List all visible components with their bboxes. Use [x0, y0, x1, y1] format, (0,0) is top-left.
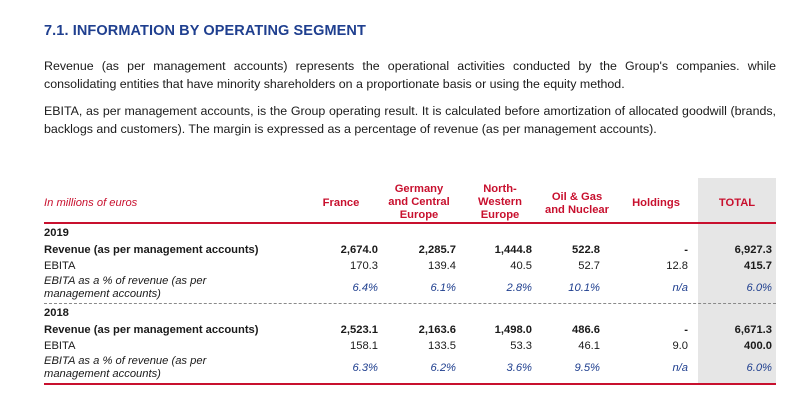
table-cell: 6,927.3: [734, 244, 772, 256]
table-cell: 9.5%: [574, 362, 600, 374]
table-cell: 6.0%: [746, 362, 772, 374]
paragraph-revenue-definition: Revenue (as per management accounts) represents the operational activities conducted by the Group's companies. while consolidating entities that have minority shareholders on a proportionate basis or using the equity method.: [44, 59, 776, 91]
table-cell: n/a: [672, 362, 688, 374]
column-header-holdings: Holdings: [632, 197, 680, 209]
row-label: EBITA as a % of revenue (as per management accounts): [44, 355, 207, 380]
table-cell: 6.0%: [746, 282, 772, 294]
column-header-france: France: [322, 197, 360, 209]
table-cell: 522.8: [572, 244, 600, 256]
table-cell: n/a: [672, 282, 688, 294]
table-cell: 415.7: [744, 260, 772, 272]
year-label-2018: 2018: [44, 307, 69, 319]
paragraph-ebita-definition: EBITA, as per management accounts, is the Group operating result. It is calculated before amortization of allocated goodwill (brands, backlogs and customers). The margin is expressed as a percentage of revenue (as per management accounts).: [44, 104, 776, 136]
table-cell: 133.5: [428, 340, 456, 352]
table-cell: 3.6%: [506, 362, 532, 374]
table-cell: 53.3: [510, 340, 532, 352]
header-rule: [44, 222, 776, 224]
table-cell: 6.2%: [430, 362, 456, 374]
table-bottom-rule: [44, 383, 776, 385]
table-cell: 40.5: [510, 260, 532, 272]
table-cell: 2.8%: [506, 282, 532, 294]
table-cell: 2,523.1: [340, 324, 378, 336]
table-cell: 2,285.7: [418, 244, 456, 256]
table-cell: 400.0: [744, 340, 772, 352]
table-cell: 2,163.6: [418, 324, 456, 336]
column-header-germany: Germany and Central Europe: [388, 183, 450, 221]
column-header-north-western: North- Western Europe: [478, 183, 522, 221]
row-label: EBITA: [44, 340, 76, 352]
row-label: EBITA as a % of revenue (as per management accounts): [44, 275, 207, 300]
row-label: Revenue (as per management accounts): [44, 324, 259, 336]
table-cell: -: [684, 324, 688, 336]
table-cell: 158.1: [350, 340, 378, 352]
year-label-2019: 2019: [44, 227, 69, 239]
table-cell: 6.4%: [352, 282, 378, 294]
table-cell: 1,498.0: [494, 324, 532, 336]
table-cell: 12.8: [666, 260, 688, 272]
table-cell: 6.1%: [430, 282, 456, 294]
table-cell: 139.4: [428, 260, 456, 272]
table-cell: 52.7: [578, 260, 600, 272]
table-cell: 6.3%: [352, 362, 378, 374]
table-cell: 2,674.0: [340, 244, 378, 256]
column-header-oil-gas: Oil & Gas and Nuclear: [544, 191, 610, 216]
table-cell: 6,671.3: [734, 324, 772, 336]
column-header-total: TOTAL: [718, 197, 756, 209]
segment-table: [44, 178, 776, 386]
section-divider: [44, 303, 776, 304]
table-cell: -: [684, 244, 688, 256]
table-cell: 486.6: [572, 324, 600, 336]
table-cell: 9.0: [672, 340, 688, 352]
section-title: 7.1. INFORMATION BY OPERATING SEGMENT: [44, 23, 366, 39]
table-cell: 170.3: [350, 260, 378, 272]
unit-label: In millions of euros: [44, 197, 138, 209]
row-label: Revenue (as per management accounts): [44, 244, 259, 256]
table-cell: 46.1: [578, 340, 600, 352]
table-cell: 1,444.8: [494, 244, 532, 256]
table-cell: 10.1%: [568, 282, 600, 294]
row-label: EBITA: [44, 260, 76, 272]
